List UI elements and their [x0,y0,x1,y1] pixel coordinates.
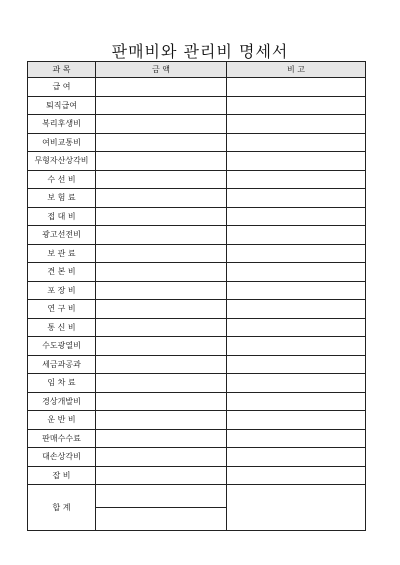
account-item-label: 수도광열비 [28,337,96,356]
table-row [28,78,366,97]
remarks-cell[interactable] [227,189,366,208]
amount-cell[interactable] [96,300,227,319]
table-row [28,96,366,115]
amount-cell[interactable] [96,355,227,374]
table-body [28,78,366,531]
remarks-cell[interactable] [227,78,366,97]
table-row [28,448,366,467]
total-amount-cell[interactable] [96,485,227,508]
table-row [28,115,366,134]
total-remarks-cell[interactable] [227,485,366,531]
remarks-cell[interactable] [227,466,366,485]
account-item-label: 수 선 비 [28,170,96,189]
amount-cell[interactable] [96,226,227,245]
total-amount-cell-secondary[interactable] [96,508,227,531]
amount-cell[interactable] [96,318,227,337]
amount-cell[interactable] [96,133,227,152]
document-title: 판매비와 관리비 명세서 [111,42,289,61]
table-row [28,300,366,319]
header-amount: 금 액 [96,62,227,78]
amount-cell[interactable] [96,78,227,97]
account-item-label: 접 대 비 [28,207,96,226]
remarks-cell[interactable] [227,207,366,226]
account-item-label: 잡 비 [28,466,96,485]
account-item-label: 운 반 비 [28,411,96,430]
amount-cell[interactable] [96,152,227,171]
account-item-label: 여비교통비 [28,133,96,152]
header-remarks: 비 고 [227,62,366,78]
account-item-label: 임 차 료 [28,374,96,393]
remarks-cell[interactable] [227,448,366,467]
amount-cell[interactable] [96,374,227,393]
amount-cell[interactable] [96,411,227,430]
remarks-cell[interactable] [227,411,366,430]
remarks-cell[interactable] [227,133,366,152]
table-row [28,392,366,411]
table-row [28,281,366,300]
table-row [28,189,366,208]
account-item-label: 대손상각비 [28,448,96,467]
account-item-label: 급 여 [28,78,96,97]
account-item-label: 연 구 비 [28,300,96,319]
amount-cell[interactable] [96,96,227,115]
account-item-label: 견 본 비 [28,263,96,282]
table-row [28,411,366,430]
remarks-cell[interactable] [227,281,366,300]
amount-cell[interactable] [96,392,227,411]
amount-cell[interactable] [96,448,227,467]
expense-statement-table [27,61,366,531]
table-row [28,429,366,448]
amount-cell[interactable] [96,263,227,282]
total-row [28,485,366,508]
amount-cell[interactable] [96,170,227,189]
remarks-cell[interactable] [227,392,366,411]
table-row [28,133,366,152]
remarks-cell[interactable] [227,429,366,448]
remarks-cell[interactable] [227,300,366,319]
amount-cell[interactable] [96,207,227,226]
remarks-cell[interactable] [227,96,366,115]
amount-cell[interactable] [96,281,227,300]
table-row [28,355,366,374]
account-item-label: 포 장 비 [28,281,96,300]
table-row [28,318,366,337]
remarks-cell[interactable] [227,337,366,356]
table-row [28,170,366,189]
header-account: 과 목 [28,62,96,78]
amount-cell[interactable] [96,429,227,448]
table-row [28,337,366,356]
account-item-label: 복리후생비 [28,115,96,134]
account-item-label: 경상개발비 [28,392,96,411]
table-row [28,263,366,282]
account-item-label: 세금과공과 [28,355,96,374]
account-item-label: 광고선전비 [28,226,96,245]
total-label: 합 계 [28,485,96,531]
account-item-label: 퇴직급여 [28,96,96,115]
remarks-cell[interactable] [227,318,366,337]
amount-cell[interactable] [96,337,227,356]
header-row [28,62,366,78]
account-item-label: 무형자산상각비 [28,152,96,171]
amount-cell[interactable] [96,244,227,263]
account-item-label: 보 험 료 [28,189,96,208]
table-row [28,226,366,245]
remarks-cell[interactable] [227,170,366,189]
amount-cell[interactable] [96,115,227,134]
remarks-cell[interactable] [227,244,366,263]
account-item-label: 보 관 료 [28,244,96,263]
remarks-cell[interactable] [227,263,366,282]
account-item-label: 판매수수료 [28,429,96,448]
remarks-cell[interactable] [227,115,366,134]
amount-cell[interactable] [96,466,227,485]
remarks-cell[interactable] [227,374,366,393]
remarks-cell[interactable] [227,226,366,245]
table-row [28,244,366,263]
amount-cell[interactable] [96,189,227,208]
table-row [28,374,366,393]
remarks-cell[interactable] [227,355,366,374]
table-row [28,207,366,226]
table-row [28,466,366,485]
account-item-label: 통 신 비 [28,318,96,337]
remarks-cell[interactable] [227,152,366,171]
table-row [28,152,366,171]
